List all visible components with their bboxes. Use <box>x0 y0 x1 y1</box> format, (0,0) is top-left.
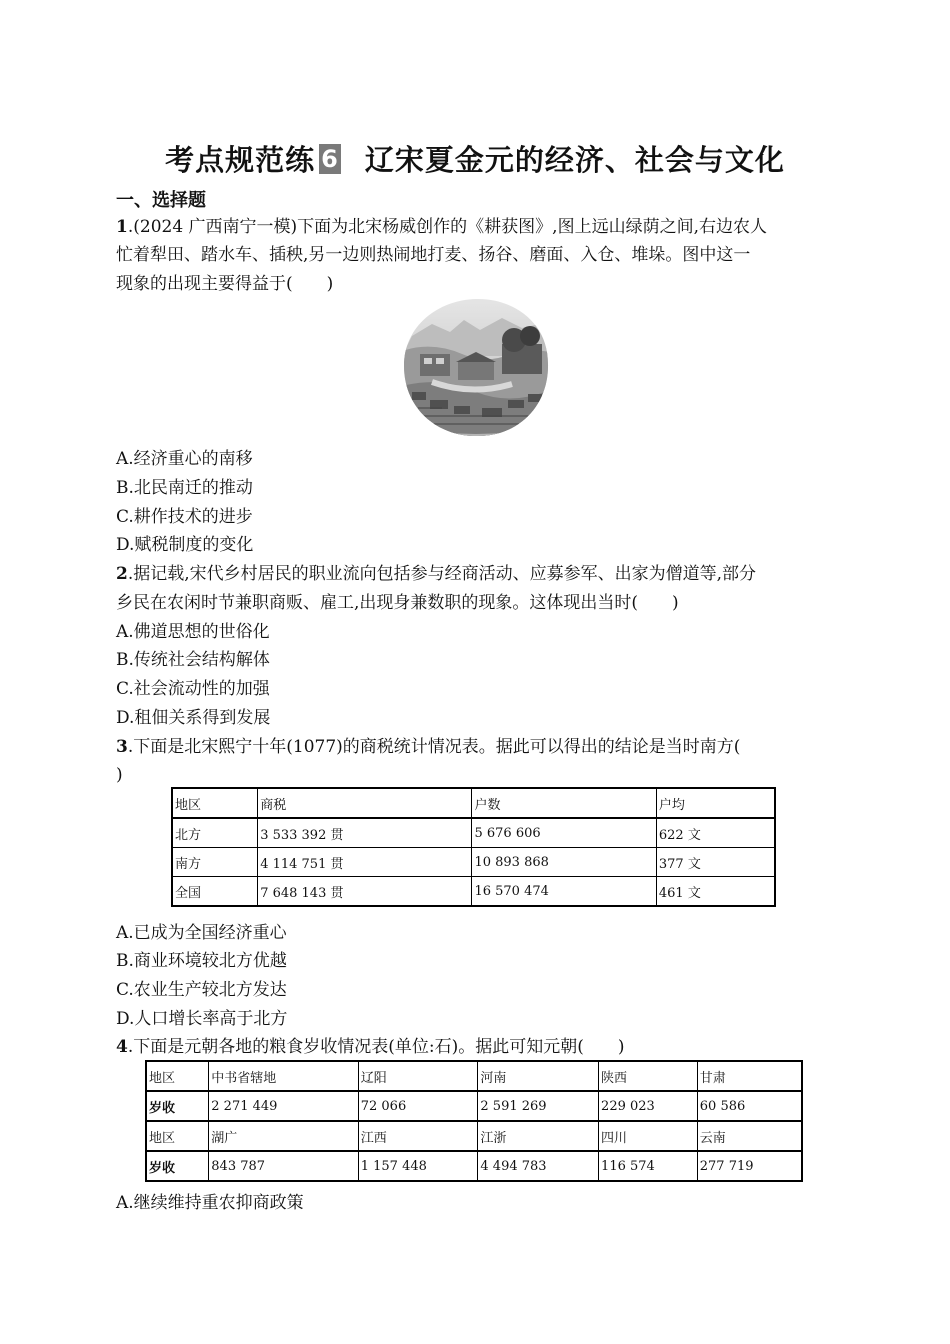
table-cell: 四川 <box>599 1121 698 1151</box>
table-cell: 地区 <box>146 1061 209 1091</box>
table-cell: 湖广 <box>209 1121 358 1151</box>
table-cell: 辽阳 <box>358 1061 478 1091</box>
section-heading: 一、选择题 <box>116 190 206 211</box>
table-row <box>146 1121 802 1151</box>
title-topic: 辽宋夏金元的经济、社会与文化 <box>364 143 785 177</box>
q2-number: 2 <box>116 564 128 584</box>
q1-option-d[interactable]: D.赋税制度的变化 <box>116 535 254 555</box>
q2-option-d[interactable]: D.租佃关系得到发展 <box>116 708 271 728</box>
table-row <box>172 818 775 848</box>
q3-line-1: 3.下面是北宋熙宁十年(1077)的商税统计情况表。据此可以得出的结论是当时南方( <box>116 737 741 757</box>
table-cell: 云南 <box>697 1121 802 1151</box>
table-cell: 1 157 448 <box>358 1151 478 1181</box>
table-cell: 461 文 <box>656 877 775 907</box>
q2-option-a[interactable]: A.佛道思想的世俗化 <box>116 622 270 642</box>
table-header-cell: 商税 <box>258 788 472 818</box>
q1-line-2: 忙着犁田、踏水车、插秧,另一边则热闹地打麦、扬谷、磨面、入仓、堆垛。图中这一 <box>116 245 751 265</box>
table-cell: 陕西 <box>599 1061 698 1091</box>
table-row <box>146 1061 802 1091</box>
q1-number: 1 <box>116 217 128 237</box>
table-cell: 北方 <box>172 818 258 848</box>
q4-number: 4 <box>116 1037 128 1057</box>
q4-line-1: 4.下面是元朝各地的粮食岁收情况表(单位:石)。据此可知元朝( ) <box>116 1037 625 1057</box>
table-cell: 60 586 <box>697 1091 802 1121</box>
table-row <box>172 848 775 877</box>
q3-line-2: ) <box>116 765 123 785</box>
table-cell: 7 648 143 贯 <box>258 877 472 907</box>
table-cell: 229 023 <box>599 1091 698 1121</box>
title-prefix: 考点规范练 <box>165 143 316 177</box>
table-cell: 南方 <box>172 848 258 877</box>
table-cell: 72 066 <box>358 1091 478 1121</box>
q3-option-b[interactable]: B.商业环境较北方优越 <box>116 951 287 971</box>
table-cell: 4 114 751 贯 <box>258 848 472 877</box>
table-cell: 中书省辖地 <box>209 1061 358 1091</box>
table-cell: 岁收 <box>146 1091 209 1121</box>
table-cell: 江浙 <box>478 1121 599 1151</box>
table-row <box>146 1151 802 1181</box>
tax-statistics-table <box>171 787 776 907</box>
table-cell: 116 574 <box>599 1151 698 1181</box>
table-header-row <box>172 788 775 818</box>
q3-option-a[interactable]: A.已成为全国经济重心 <box>116 923 287 943</box>
table-cell: 377 文 <box>656 848 775 877</box>
q3-option-c[interactable]: C.农业生产较北方发达 <box>116 980 287 1000</box>
table-cell: 岁收 <box>146 1151 209 1181</box>
q2-line-1: 2.据记载,宋代乡村居民的职业流向包括参与经商活动、应募参军、出家为僧道等,部分 <box>116 564 757 584</box>
q2-line-2: 乡民在农闲时节兼职商贩、雇工,出现身兼数职的现象。这体现出当时( ) <box>116 593 679 613</box>
q1-line-3: 现象的出现主要得益于( ) <box>116 274 334 294</box>
q1-line-1: 1.(2024 广西南宁一模)下面为北宋杨威创作的《耕获图》,图上远山绿荫之间,右边农人 <box>116 217 767 237</box>
table-row <box>172 877 775 907</box>
table-cell: 10 893 868 <box>472 848 656 877</box>
page-title <box>0 138 950 179</box>
table-cell: 地区 <box>146 1121 209 1151</box>
q1-option-b[interactable]: B.北民南迁的推动 <box>116 478 253 498</box>
table-cell: 甘肃 <box>697 1061 802 1091</box>
table-cell: 4 494 783 <box>478 1151 599 1181</box>
table-cell: 2 591 269 <box>478 1091 599 1121</box>
q2-option-b[interactable]: B.传统社会结构解体 <box>116 650 270 670</box>
q1-option-a[interactable]: A.经济重心的南移 <box>116 449 253 469</box>
table-header-cell: 户均 <box>656 788 775 818</box>
table-row <box>146 1091 802 1121</box>
table-cell: 16 570 474 <box>472 877 656 907</box>
table-header-cell: 地区 <box>172 788 258 818</box>
q4-option-a[interactable]: A.继续维持重农抑商政策 <box>116 1193 304 1213</box>
q3-number: 3 <box>116 737 128 757</box>
table-cell: 622 文 <box>656 818 775 848</box>
q2-option-c[interactable]: C.社会流动性的加强 <box>116 679 270 699</box>
q1-option-c[interactable]: C.耕作技术的进步 <box>116 507 253 527</box>
farming-painting-image <box>402 296 550 438</box>
table-cell: 5 676 606 <box>472 818 656 848</box>
q3-option-d[interactable]: D.人口增长率高于北方 <box>116 1009 288 1029</box>
table-cell: 2 271 449 <box>209 1091 358 1121</box>
table-cell: 3 533 392 贯 <box>258 818 472 848</box>
exercise-number-badge: 6 <box>321 145 339 173</box>
table-header-cell: 户数 <box>472 788 656 818</box>
table-cell: 江西 <box>358 1121 478 1151</box>
grain-revenue-table <box>145 1060 803 1182</box>
table-cell: 843 787 <box>209 1151 358 1181</box>
table-cell: 全国 <box>172 877 258 907</box>
table-cell: 277 719 <box>697 1151 802 1181</box>
table-cell: 河南 <box>478 1061 599 1091</box>
